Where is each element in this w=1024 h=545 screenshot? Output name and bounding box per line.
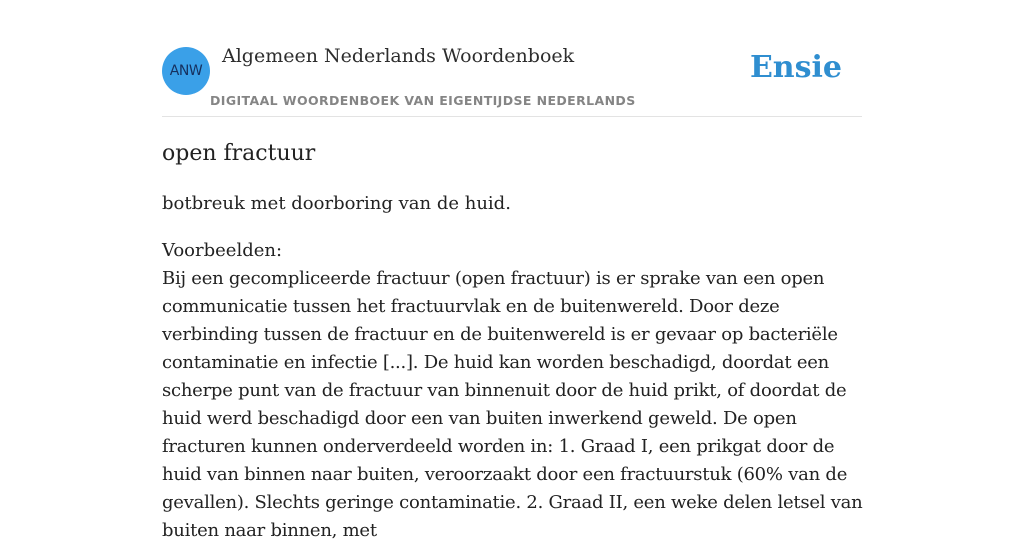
site-header [162, 44, 862, 117]
entry-examples [162, 237, 864, 545]
logo-text: ANW [169, 63, 203, 79]
ensie-brand-logo[interactable]: Ensie [749, 50, 842, 85]
entry-term: open fractuur [162, 141, 316, 166]
examples-text: Bij een gecompliceerde fractuur (open fractuur) is er sprake van een open communicatie tussen het fractuurvlak en de buitenwereld. Door deze verbinding tussen de fractuur en de buitenwereld is er gevaar op bacteriële contaminatie en infectie [...]. De huid kan worden beschadigd, doordat een scherpe punt van de fractuur van binnenuit door de huid prikt, of doordat de huid werd beschadigd door een van buiten inwerkend geweld. De open fracturen kunnen onderverdeeld worden in: 1. Graad I, een prikgat door de huid van binnen naar buiten, veroorzaakt door een fractuurstuk (60% van de gevallen). Slechts geringe contaminatie. 2. Graad II, een weke delen letsel van buiten naar binnen, met [162, 268, 863, 541]
site-subtitle: DIGITAAL WOORDENBOEK VAN EIGENTIJDSE NEDERLANDS [210, 93, 636, 108]
site-title[interactable]: Algemeen Nederlands Woordenboek [222, 45, 575, 67]
entry-definition: botbreuk met doorboring van de huid. [162, 193, 511, 214]
entry-content [162, 138, 864, 545]
examples-label: Voorbeelden: [162, 240, 283, 261]
anw-logo[interactable] [162, 47, 210, 95]
